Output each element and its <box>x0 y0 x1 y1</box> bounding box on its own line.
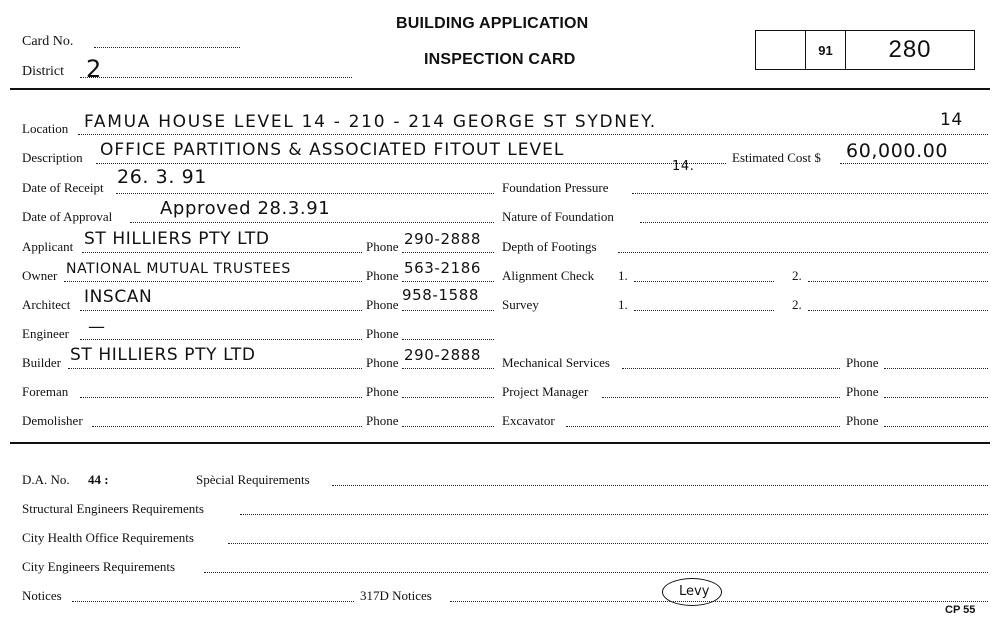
notices-317d-label: 317D Notices <box>360 588 432 603</box>
foundation-pressure-dots <box>632 193 988 194</box>
special-requirements-label: Spècial Requirements <box>196 472 310 487</box>
project-manager-dots <box>602 397 840 398</box>
owner-label: Owner <box>22 268 58 283</box>
title-inspection-card: INSPECTION CARD <box>424 51 576 68</box>
applicant-dots <box>82 252 362 253</box>
builder-value: ST HILLIERS PTY LTD <box>70 345 256 365</box>
foundation-pressure-label: Foundation Pressure <box>502 180 609 195</box>
location-value: FAMUA HOUSE LEVEL 14 - 210 - 214 GEORGE ST SYDNEY. <box>84 112 657 132</box>
date-approval-value: Approved 28.3.91 <box>160 198 331 219</box>
date-receipt-label: Date of Receipt <box>22 180 104 195</box>
estimated-cost-dots <box>840 163 988 164</box>
architect-phone-label: Phone <box>366 297 399 312</box>
foreman-phone-dots <box>402 397 494 398</box>
location-dots <box>78 134 988 135</box>
engineers-label: City Engineers Requirements <box>22 559 176 574</box>
engineers-dots <box>204 572 988 573</box>
excavator-dots <box>566 426 840 427</box>
applicant-phone-label: Phone <box>366 239 399 254</box>
description-value: OFFICE PARTITIONS & ASSOCIATED FITOUT LEVEL <box>100 140 565 160</box>
estimated-cost-label: Estimated Cost $ <box>732 150 821 165</box>
date-approval-label: Date of Approval <box>22 209 113 224</box>
da-no-value: 44 : <box>88 472 109 487</box>
survey-dots-1 <box>634 310 774 311</box>
project-manager-label: Project Manager <box>502 384 589 399</box>
box-empty <box>756 31 806 69</box>
special-requirements-dots <box>332 485 988 486</box>
date-receipt-dots <box>116 193 494 194</box>
box-small-number: 91 <box>806 31 846 69</box>
survey-label: Survey <box>502 297 539 312</box>
project-manager-phone-dots <box>884 397 988 398</box>
nature-foundation-dots <box>640 222 988 223</box>
engineer-dots <box>80 339 362 340</box>
architect-label: Architect <box>22 297 71 312</box>
demolisher-dots <box>92 426 362 427</box>
depth-footings-label: Depth of Footings <box>502 239 597 254</box>
card-no-dots <box>94 47 240 48</box>
alignment-check-label: Alignment Check <box>502 268 595 283</box>
mechanical-phone-dots <box>884 368 988 369</box>
builder-phone: 290-2888 <box>404 346 482 364</box>
builder-label: Builder <box>22 355 61 370</box>
structural-dots <box>240 514 988 515</box>
demolisher-label: Demolisher <box>22 413 83 428</box>
alignment-dots-2 <box>808 281 988 282</box>
notices-317d-dots <box>450 601 988 602</box>
district-value: 2 <box>86 55 102 83</box>
demolisher-phone-dots <box>402 426 494 427</box>
location-level: 14 <box>940 110 963 130</box>
location-label: Location <box>22 121 69 136</box>
owner-phone: 563-2186 <box>404 259 482 277</box>
mechanical-dots <box>622 368 840 369</box>
card-no-label: Card No. <box>22 34 74 49</box>
foreman-phone-label: Phone <box>366 384 399 399</box>
engineer-value: — <box>88 317 106 337</box>
da-no-label: D.A. No. <box>22 472 70 487</box>
excavator-label: Excavator <box>502 413 555 428</box>
alignment-dots-1 <box>634 281 774 282</box>
date-receipt-value: 26. 3. 91 <box>117 166 208 188</box>
card-number-boxes <box>755 30 975 70</box>
builder-dots <box>68 368 362 369</box>
architect-value: INSCAN <box>84 287 153 307</box>
applicant-label: Applicant <box>22 239 74 254</box>
notices-label: Notices <box>22 588 62 603</box>
project-manager-phone-label: Phone <box>846 384 879 399</box>
nature-foundation-label: Nature of Foundation <box>502 209 614 224</box>
excavator-phone-label: Phone <box>846 413 879 428</box>
description-dots <box>96 163 726 164</box>
depth-footings-dots <box>618 252 988 253</box>
foreman-label: Foreman <box>22 384 69 399</box>
levy-value: Levy <box>679 584 710 599</box>
architect-phone: 958-1588 <box>402 286 480 304</box>
estimated-cost-value: 60,000.00 <box>846 140 949 162</box>
health-label: City Health Office Requirements <box>22 530 194 545</box>
date-approval-dots <box>130 222 494 223</box>
survey-num2: 2. <box>792 297 802 312</box>
box-card-number: 280 <box>888 36 932 63</box>
applicant-phone: 290-2888 <box>404 230 482 248</box>
top-rule <box>10 88 990 90</box>
mechanical-label: Mechanical Services <box>502 355 610 370</box>
applicant-phone-dots <box>402 252 494 253</box>
alignment-num1: 1. <box>618 268 628 283</box>
engineer-phone-label: Phone <box>366 326 399 341</box>
district-label: District <box>22 64 64 79</box>
architect-dots <box>80 310 362 311</box>
architect-phone-dots <box>402 310 494 311</box>
description-level: 14. <box>672 159 695 174</box>
health-dots <box>228 543 988 544</box>
engineer-phone-dots <box>402 339 494 340</box>
demolisher-phone-label: Phone <box>366 413 399 428</box>
middle-rule <box>10 442 990 444</box>
owner-dots <box>64 281 362 282</box>
owner-value: NATIONAL MUTUAL TRUSTEES <box>66 261 291 277</box>
builder-phone-dots <box>402 368 494 369</box>
alignment-num2: 2. <box>792 268 802 283</box>
survey-dots-2 <box>808 310 988 311</box>
engineer-label: Engineer <box>22 326 69 341</box>
foreman-dots <box>80 397 362 398</box>
owner-phone-dots <box>402 281 494 282</box>
owner-phone-label: Phone <box>366 268 399 283</box>
description-label: Description <box>22 150 83 165</box>
notices-dots <box>72 601 354 602</box>
builder-phone-label: Phone <box>366 355 399 370</box>
form-code: CP 55 <box>945 604 976 616</box>
structural-label: Structural Engineers Requirements <box>22 501 204 516</box>
mechanical-phone-label: Phone <box>846 355 879 370</box>
title-building-application: BUILDING APPLICATION <box>396 15 589 32</box>
district-dots <box>80 77 352 78</box>
survey-num1: 1. <box>618 297 628 312</box>
applicant-value: ST HILLIERS PTY LTD <box>84 229 270 249</box>
excavator-phone-dots <box>884 426 988 427</box>
